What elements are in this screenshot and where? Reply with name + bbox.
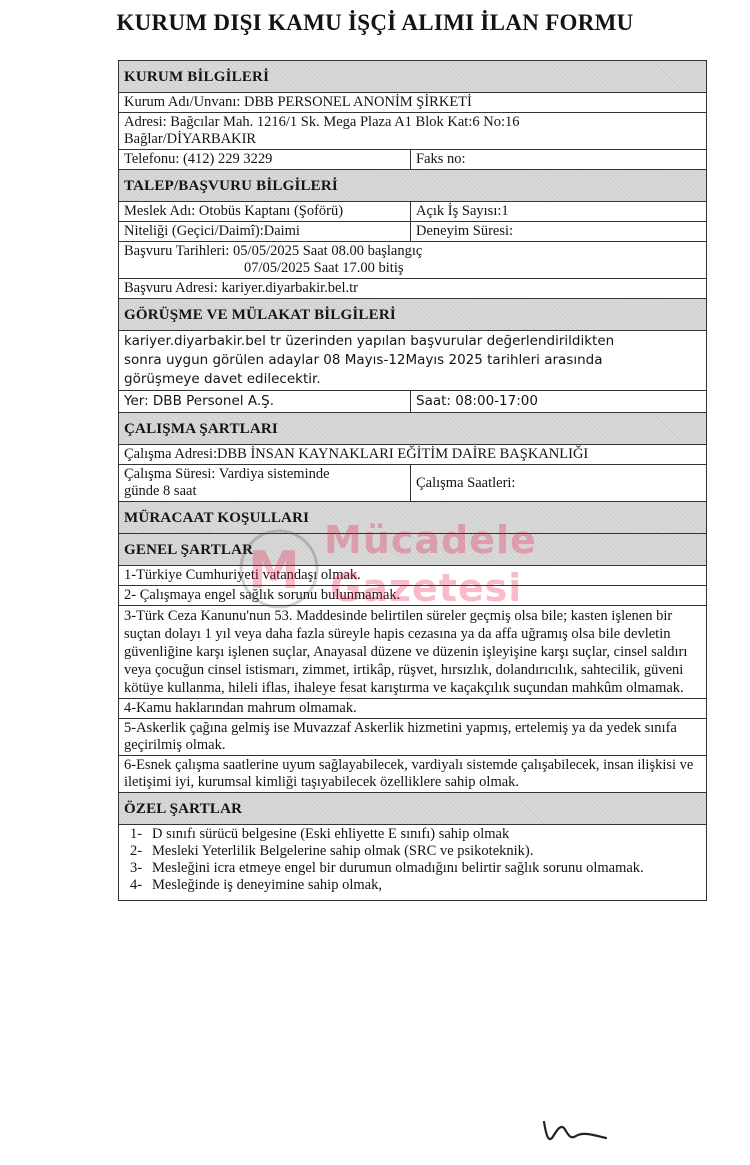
working-duration-line1: Çalışma Süresi: Vardiya sisteminde bbox=[124, 466, 330, 482]
general-condition-5: 5-Askerlik çağına gelmiş ise Muvazzaf Askerlik hizmetini yapmış, ertelemiş ya da yedek sınıfa geçirilmiş olmak. bbox=[124, 720, 677, 753]
employment-type: Niteliği (Geçici/Daimî):Daimi bbox=[119, 222, 411, 241]
interview-place-row bbox=[119, 391, 706, 413]
institution-address-row bbox=[119, 113, 706, 150]
general-condition-row bbox=[119, 566, 706, 586]
interview-text-row bbox=[119, 331, 706, 391]
section-header-working: ÇALIŞMA ŞARTLARI bbox=[119, 413, 706, 445]
interview-place: Yer: DBB Personel A.Ş. bbox=[119, 391, 411, 412]
profession-name: Meslek Adı: Otobüs Kaptanı (Şoförü) bbox=[119, 202, 411, 221]
type-row bbox=[119, 222, 706, 242]
section-header-conditions: MÜRACAAT KOŞULLARI bbox=[119, 502, 706, 534]
general-condition-row bbox=[119, 606, 706, 699]
application-dates-start: Başvuru Tarihleri: 05/05/2025 Saat 08.00 başlangıç bbox=[124, 243, 423, 259]
list-item: 1- D sınıfı sürücü belgesine (Eski ehliyette E sınıfı) sahip olmak bbox=[130, 826, 510, 842]
announcement-form bbox=[118, 60, 707, 901]
list-item: 4- Mesleğinde iş deneyimine sahip olmak, bbox=[130, 877, 382, 893]
watermark-line2: Gazetesi bbox=[330, 566, 523, 610]
application-address: Başvuru Adresi: kariyer.diyarbakir.bel.tr bbox=[124, 280, 358, 296]
special-conditions-row bbox=[119, 825, 706, 900]
institution-fax: Faks no: bbox=[416, 151, 466, 167]
special-conditions-list bbox=[119, 825, 706, 900]
list-item: 3- Mesleğini icra etmeye engel bir durumun olmadığını belirtir sağlık sorunu olmamak. bbox=[130, 860, 644, 876]
institution-contact-row bbox=[119, 150, 706, 170]
working-duration-line2: günde 8 saat bbox=[124, 483, 197, 499]
institution-name-row bbox=[119, 93, 706, 113]
institution-address-line2: Bağlar/DİYARBAKIR bbox=[124, 131, 257, 147]
section-header-institution: KURUM BİLGİLERİ bbox=[119, 61, 706, 93]
general-condition-row bbox=[119, 719, 706, 756]
section-header-interview: GÖRÜŞME VE MÜLAKAT BİLGİLERİ bbox=[119, 299, 706, 331]
general-condition-2: 2- Çalışmaya engel sağlık sorunu bulunmamak. bbox=[124, 587, 401, 603]
working-duration-row bbox=[119, 465, 706, 502]
interview-time: Saat: 08:00-17:00 bbox=[416, 393, 538, 409]
working-address-row bbox=[119, 445, 706, 465]
general-condition-6: 6-Esnek çalışma saatlerine uyum sağlayabilecek, vardiyalı sistemde çalışabilecek, insan ilişkisi ve iletişimi iyi, kurumsal kimliği taşıyabilecek özelliklere sahip olmak. bbox=[124, 757, 694, 790]
application-dates-end: 07/05/2025 Saat 17.00 bitiş bbox=[244, 260, 404, 276]
watermark-line1: Mücadele bbox=[324, 518, 537, 562]
institution-phone: Telefonu: (412) 229 3229 bbox=[119, 150, 411, 169]
list-item: 2- Mesleki Yeterlilik Belgelerine sahip olmak (SRC ve psikoteknik). bbox=[130, 843, 534, 859]
general-condition-row bbox=[119, 586, 706, 606]
general-condition-4: 4-Kamu haklarından mahrum olmamak. bbox=[124, 700, 357, 716]
general-condition-3: 3-Türk Ceza Kanunu'nun 53. Maddesinde belirtilen süreler geçmiş olsa bile; kasten işlenen bir suçtan dolayı 1 yıl veya daha fazla süreyle hapis cezasına ya da affa uğramış olsa bile devletin güvenliğine karşı işlenen suçlar, Anayasal düzene ve düzenin işleyişine karşı suçlar, cinsel saldırı veya çocuğun cinsel istismarı, zimmet, irtikâp, rüşvet, hırsızlık, dolandırıcılık, sahtecilik, güveni kötüye kullanma, hileli iflas, ihaleye fesat karıştırma ve kaçakçılık suçundan mahkûm olmamak. bbox=[124, 608, 688, 696]
trial-period: Deneyim Süresi: bbox=[416, 223, 514, 239]
profession-row bbox=[119, 202, 706, 222]
document-title: KURUM DIŞI KAMU İŞÇİ ALIMI İLAN FORMU bbox=[116, 10, 634, 35]
general-condition-1: 1-Türkiye Cumhuriyeti vatandaşı olmak. bbox=[124, 567, 361, 583]
working-address: Çalışma Adresi:DBB İNSAN KAYNAKLARI EĞİTİM DAİRE BAŞKANLIĞI bbox=[124, 446, 589, 462]
general-condition-row bbox=[119, 756, 706, 793]
interview-text: kariyer.diyarbakir.bel tr üzerinden yapılan başvurular değerlendirildikten sonra uygun görülen adaylar 08 Mayıs-12Mayıs 2025 tarihleri arasında görüşmeye davet edilecektir. bbox=[124, 333, 615, 387]
signature-icon bbox=[540, 1112, 610, 1148]
general-condition-row bbox=[119, 699, 706, 719]
institution-address-line1: Adresi: Bağcılar Mah. 1216/1 Sk. Mega Plaza A1 Blok Kat:6 No:16 bbox=[124, 114, 520, 130]
section-header-general: GENEL ŞARTLAR bbox=[119, 534, 706, 566]
open-positions: Açık İş Sayısı:1 bbox=[416, 203, 509, 219]
section-header-application: TALEP/BAŞVURU BİLGİLERİ bbox=[119, 170, 706, 202]
institution-name: Kurum Adı/Unvanı: DBB PERSONEL ANONİM ŞİRKETİ bbox=[124, 94, 472, 110]
working-hours: Çalışma Saatleri: bbox=[416, 474, 516, 491]
svg-text:M: M bbox=[248, 541, 300, 601]
application-dates-row bbox=[119, 242, 706, 279]
application-address-row bbox=[119, 279, 706, 299]
section-header-special: ÖZEL ŞARTLAR bbox=[119, 793, 706, 825]
